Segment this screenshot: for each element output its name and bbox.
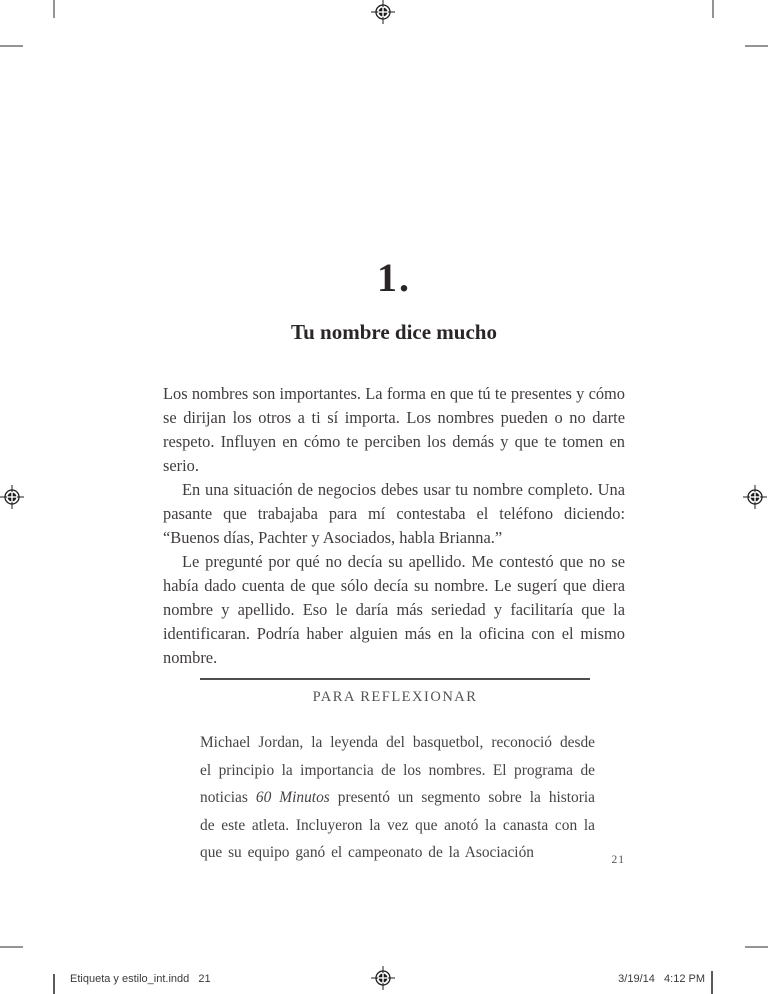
chapter-number: 1. [377,255,411,300]
registration-target-icon [0,485,24,509]
reflection-text: Michael Jordan, la leyenda del basquetbol, reconoció desde el principio la importancia de los nombres. El programa de noticias [200,734,595,806]
slug-filename: Etiqueta y estilo_int.indd 21 [70,973,211,985]
page-number: 21 [611,854,625,866]
chapter-title: Tu nombre dice mucho [291,320,497,344]
crop-mark-bottom-right-vertical [711,971,713,994]
body-paragraph: Los nombres son importantes. La forma en que tú te presentes y cómo se dirijan los otros a ti sí importa. Los nombres pueden o no darte respeto. Influyen en cómo te perciben los demás y que te tomen en serio. [163,384,625,475]
reflection-text: presentó un segmento sobre la historia de este atleta. Incluyeron la vez que anotó la canasta con la que su equipo ganó el campeonato de la Asociación [200,789,595,861]
registration-target-icon [371,966,395,990]
crop-mark-bottom-left-vertical [53,974,55,994]
section-divider-rule [200,678,590,680]
body-text-block [163,382,625,670]
body-paragraph: Le pregunté por qué no decía su apellido. Me contestó que no se había dado cuenta de que sólo decía su nombre. Le sugerí que diera nombre y apellido. Eso le daría más seriedad y facilitaría que la identificaran. Podría haber alguien más en la oficina con el mismo nombre. [163,552,625,667]
registration-target-icon [371,0,395,24]
crop-mark-top-left-vertical [53,0,55,18]
crop-mark-bottom-left-horizontal [0,946,23,948]
reflection-italic-title: 60 Minutos [255,789,330,806]
reflection-paragraph [200,729,595,867]
crop-mark-bottom-right-horizontal [745,946,768,948]
slug-timestamp: 3/19/14 4:12 PM [618,973,705,985]
crop-mark-top-right-vertical [712,0,714,18]
reflection-section-heading: PARA REFLEXIONAR [312,689,478,705]
crop-mark-top-left-horizontal [0,45,23,47]
crop-mark-top-right-horizontal [745,45,768,47]
registration-target-icon [743,485,767,509]
body-paragraph: En una situación de negocios debes usar tu nombre completo. Una pasante que trabajaba para mí contestaba el teléfono diciendo: “Buenos días, Pachter y Asociados, habla Brianna.” [163,480,625,547]
